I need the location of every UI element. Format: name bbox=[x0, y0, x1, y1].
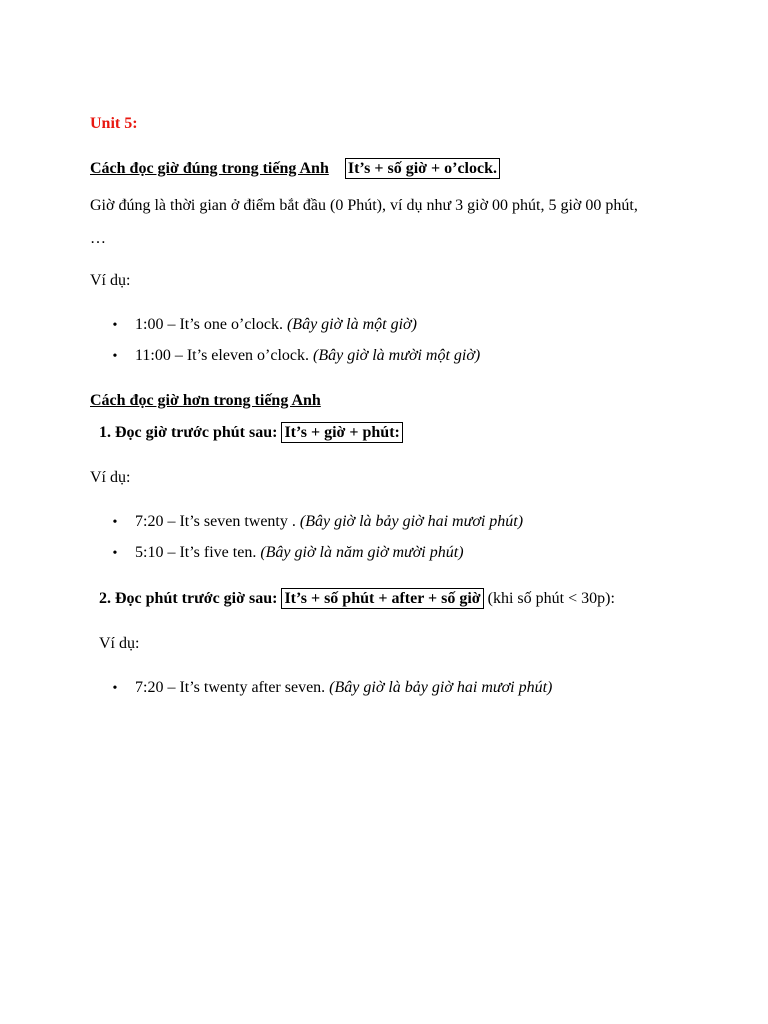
example-text: 7:20 – It’s seven twenty . bbox=[135, 513, 296, 530]
example-text: 5:10 – It’s five ten. bbox=[135, 544, 257, 561]
method2-example-label: Ví dụ: bbox=[99, 635, 140, 652]
method2-label: 2. Đọc phút trước giờ sau: bbox=[99, 590, 278, 607]
method2-condition: (khi số phút < 30p): bbox=[487, 590, 615, 607]
method1-formula: It’s + giờ + phút: bbox=[281, 422, 402, 443]
example-text: 1:00 – It’s one o’clock. bbox=[135, 316, 283, 333]
method2-row bbox=[99, 588, 615, 609]
unit-title: Unit 5: bbox=[90, 115, 138, 132]
method1-label: 1. Đọc giờ trước phút sau: bbox=[99, 424, 278, 441]
section1-heading-row bbox=[90, 158, 500, 179]
section1-example-item bbox=[135, 346, 480, 366]
method1-example-label: Ví dụ: bbox=[90, 469, 131, 486]
example-translation: (Bây giờ là năm giờ mười phút) bbox=[260, 544, 464, 561]
method1-row bbox=[99, 422, 403, 443]
example-translation: (Bây giờ là một giờ) bbox=[286, 316, 417, 333]
method1-example-item bbox=[135, 512, 523, 532]
section1-example-label: Ví dụ: bbox=[90, 272, 131, 289]
section1-formula: It’s + số giờ + o’clock. bbox=[345, 158, 500, 179]
section1-description-line1: Giờ đúng là thời gian ở điểm bắt đầu (0 Phút), ví dụ như 3 giờ 00 phút, 5 giờ 00 phút, bbox=[90, 197, 638, 214]
method2-example-item bbox=[135, 678, 552, 698]
bullet-icon: • bbox=[112, 546, 118, 561]
example-text: 11:00 – It’s eleven o’clock. bbox=[135, 347, 310, 364]
section1-example-item bbox=[135, 315, 417, 335]
bullet-icon: • bbox=[112, 515, 118, 530]
example-text: 7:20 – It’s twenty after seven. bbox=[135, 679, 326, 696]
method2-formula: It’s + số phút + after + số giờ bbox=[281, 588, 483, 609]
bullet-icon: • bbox=[112, 681, 118, 696]
example-translation: (Bây giờ là mười một giờ) bbox=[313, 347, 481, 364]
bullet-icon: • bbox=[112, 318, 118, 333]
section1-heading: Cách đọc giờ đúng trong tiếng Anh bbox=[90, 160, 329, 177]
bullet-icon: • bbox=[112, 349, 118, 364]
method1-example-item bbox=[135, 543, 464, 563]
section2-heading: Cách đọc giờ hơn trong tiếng Anh bbox=[90, 392, 321, 409]
section1-description-line2: … bbox=[90, 230, 106, 247]
example-translation: (Bây giờ là bảy giờ hai mươi phút) bbox=[329, 679, 553, 696]
example-translation: (Bây giờ là bảy giờ hai mươi phút) bbox=[299, 513, 524, 530]
